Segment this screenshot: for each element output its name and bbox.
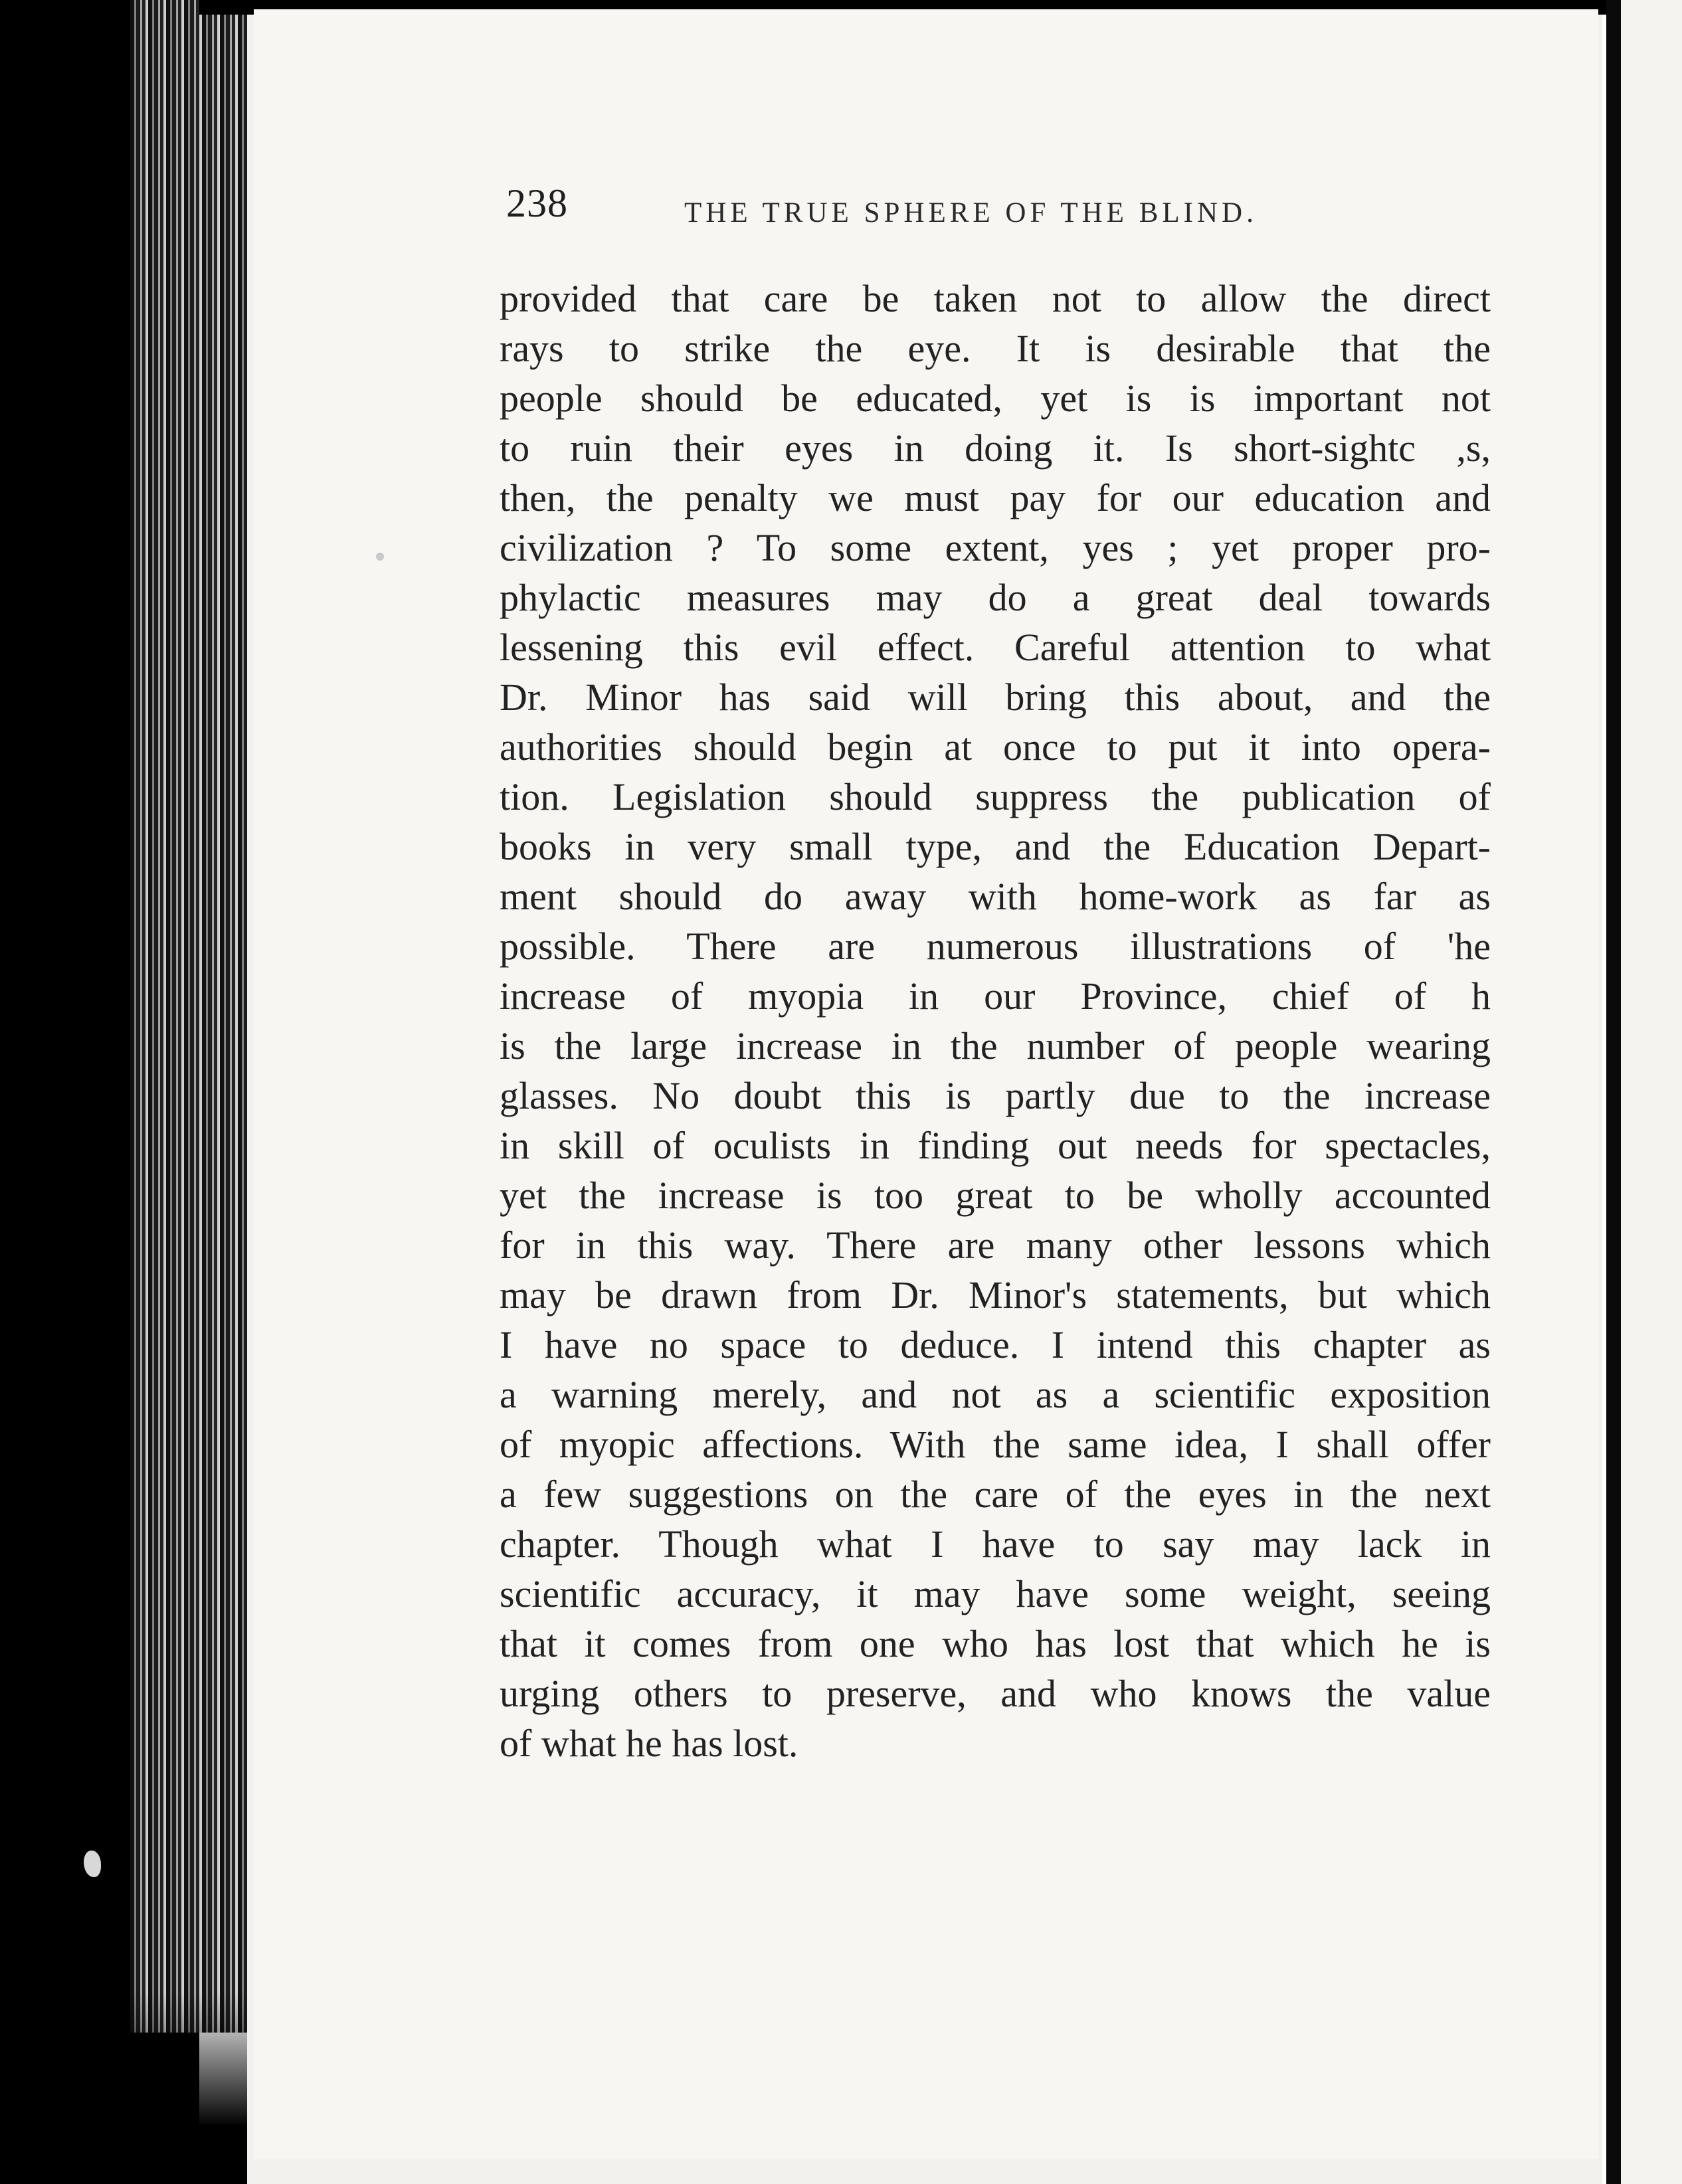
body-text <box>500 274 1491 1768</box>
text-line: in skill of oculists in finding out needs for spectacles, <box>500 1124 1491 1167</box>
text-line: a warning merely, and not as a scientific exposition <box>500 1373 1491 1416</box>
facing-page-edge <box>1621 0 1682 2184</box>
text-line: that it comes from one who has lost that which he is <box>500 1622 1491 1665</box>
text-line: Dr. Minor has said will bring this about, and the <box>500 676 1491 719</box>
text-line: civilization ? To some extent, yes ; yet proper pro- <box>500 526 1491 569</box>
text-line: books in very small type, and the Education Depart- <box>500 825 1491 868</box>
scan-dot <box>376 553 384 561</box>
text-line: is the large increase in the number of people wearing <box>500 1024 1491 1067</box>
book-page-edges <box>130 0 247 2033</box>
text-line: increase of myopia in our Province, chief of h <box>500 974 1491 1018</box>
text-line: I have no space to deduce. I intend this chapter as <box>500 1323 1491 1366</box>
text-line: rays to strike the eye. It is desirable that the <box>500 327 1491 370</box>
text-line: chapter. Though what I have to say may lack in <box>500 1522 1491 1566</box>
text-line: then, the penalty we must pay for our education and <box>500 476 1491 519</box>
book-page-edges-shadow <box>130 1993 247 2184</box>
page-number: 238 <box>506 181 568 225</box>
text-line: glasses. No doubt this is partly due to the increase <box>500 1074 1491 1117</box>
running-title: THE TRUE SPHERE OF THE BLIND. <box>684 197 1258 228</box>
text-line: lessening this evil effect. Careful attention to what <box>500 626 1491 669</box>
text-line: of myopic affections. With the same idea, I shall offer <box>500 1423 1491 1466</box>
text-line: phylactic measures may do a great deal towards <box>500 576 1491 619</box>
text-line: provided that care be taken not to allow the direct <box>500 277 1491 320</box>
text-line: tion. Legislation should suppress the publication of <box>500 775 1491 818</box>
text-line: possible. There are numerous illustrations of 'he <box>500 925 1491 968</box>
text-line: authorities should begin at once to put it into opera- <box>500 725 1491 769</box>
text-line: to ruin their eyes in doing it. Is short-sightc ,s, <box>500 426 1491 470</box>
text-line: a few suggestions on the care of the eyes in the next <box>500 1473 1491 1516</box>
text-line: may be drawn from Dr. Minor's statements, but which <box>500 1273 1491 1317</box>
text-line: people should be educated, yet is is important not <box>500 377 1491 420</box>
text-line: for in this way. There are many other lessons which <box>500 1224 1491 1267</box>
text-line: urging others to preserve, and who knows the value <box>500 1672 1491 1715</box>
scan-speck <box>84 1851 101 1877</box>
text-line: yet the increase is too great to be wholly accounted <box>500 1174 1491 1217</box>
text-line: of what he has lost. <box>500 1722 798 1765</box>
text-line: ment should do away with home-work as far as <box>500 875 1491 918</box>
book-gutter <box>1606 0 1621 2184</box>
text-line: scientific accuracy, it may have some weight, seeing <box>500 1572 1491 1615</box>
